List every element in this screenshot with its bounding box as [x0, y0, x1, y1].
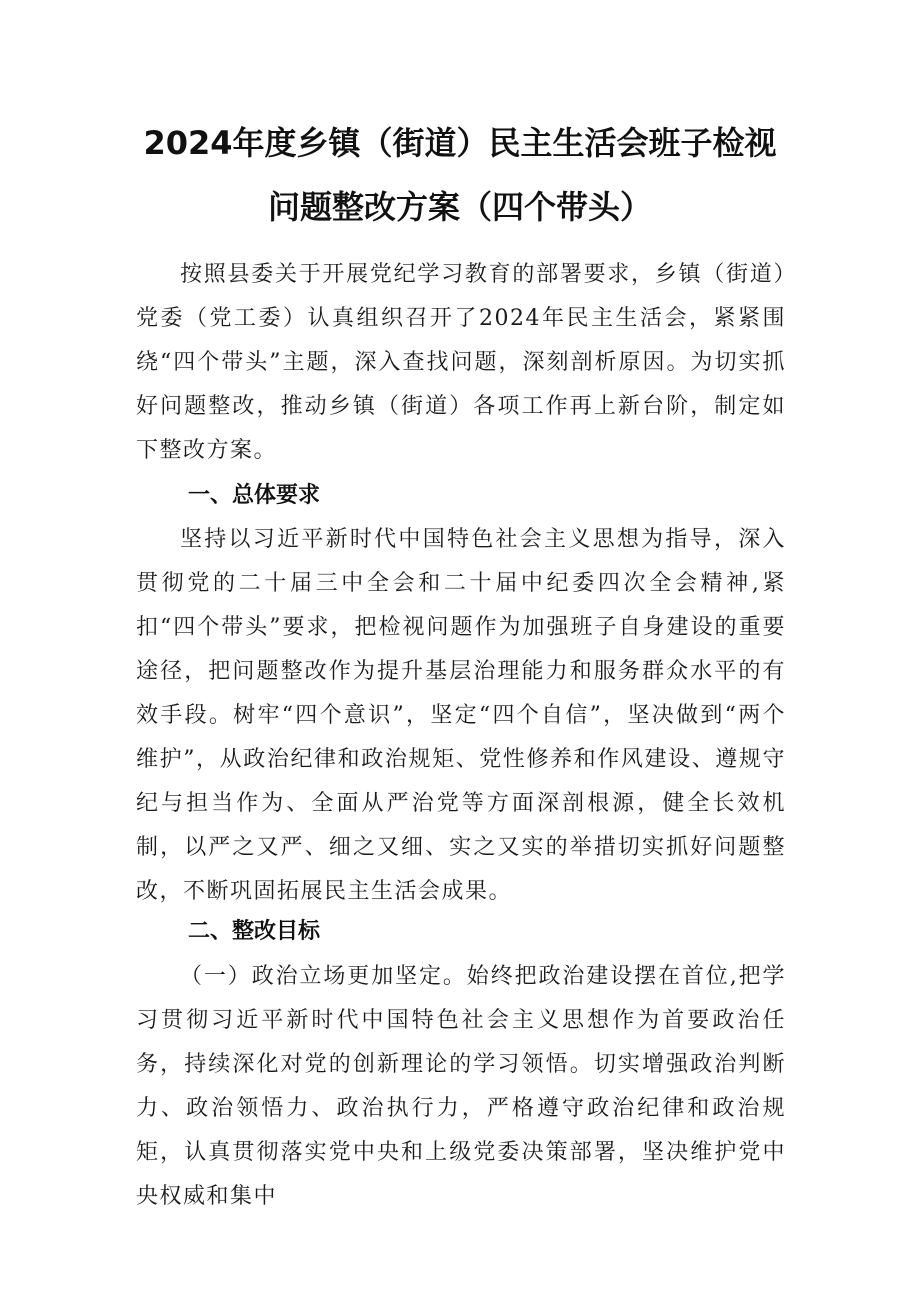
document-title-line-1: 2024年度乡镇（街道）民主生活会班子检视: [143, 124, 777, 162]
intro-paragraph: 按照县委关于开展党纪学习教育的部署要求，乡镇（街道）党委（党工委）认真组织召开了2024年民主生活会，紧紧围绕“四个带头”主题，深入查找问题，深刻剖析原因。为切实抓好问题整改，推动乡镇（街道）各项工作再上新台阶，制定如下整改方案。: [136, 262, 786, 463]
section-1-heading: 一、总体要求: [188, 483, 321, 508]
section-1-body: 坚持以习近平新时代中国特色社会主义思想为指导，深入贯彻党的二十届三中全会和二十届中纪委四次全会精神,紧扣“四个带头”要求，把检视问题作为加强班子自身建设的重要途径，把问题整改作为提升基层治理能力和服务群众水平的有效手段。树牢“四个意识”，坚定“四个自信”，坚决做到“两个维护”，从政治纪律和政治规矩、党性修养和作风建设、遵规守纪与担当作为、全面从严治党等方面深剖根源，健全长效机制，以严之又严、细之又细、实之又实的举措切实抓好问题整改，不断巩固拓展民主生活会成果。: [136, 527, 786, 904]
document-title-line-2: 问题整改方案（四个带头）: [267, 188, 652, 226]
section-2-item-1: （一）政治立场更加坚定。始终把政治建设摆在首位,把学习贯彻习近平新时代中国特色社会主义思想作为首要政治任务，持续深化对党的创新理论的学习领悟。切实增强政治判断力、政治领悟力、政治执行力，严格遵守政治纪律和政治规矩，认真贯彻落实党中央和上级党委决策部署，坚决维护党中央权威和集中: [136, 964, 786, 1209]
section-2-heading: 二、整改目标: [188, 919, 321, 944]
